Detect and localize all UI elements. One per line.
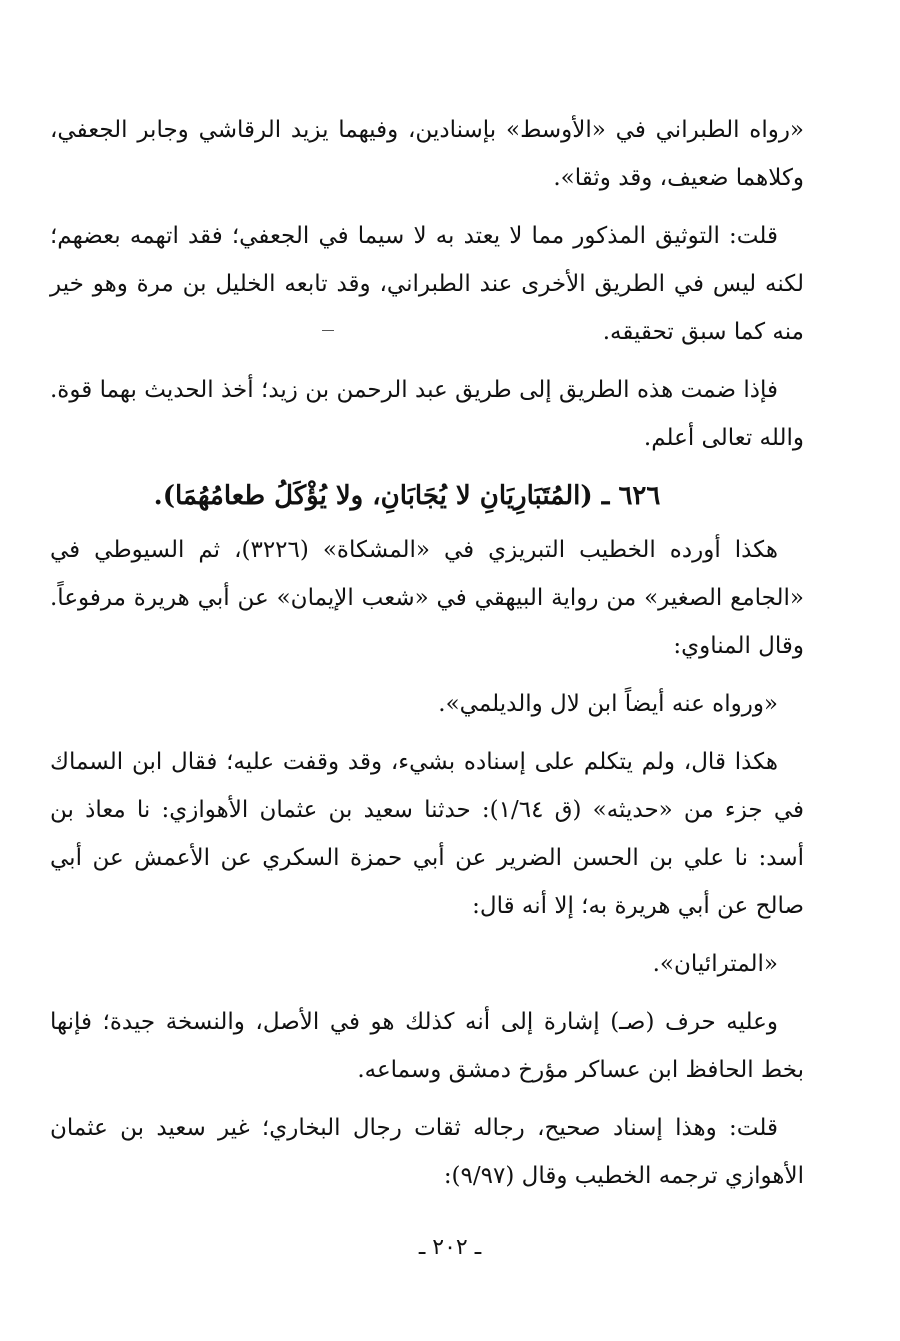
paragraph-conclusion: فإذا ضمت هذه الطريق إلى طريق عبد الرحمن بن زيد؛ أخذ الحديث بهما قوة. والله تعالى أعلم. — [50, 377, 804, 451]
paragraph-grading: قلت: وهذا إسناد صحيح، رجاله ثقات رجال البخاري؛ غير سعيد بن عثمان الأهوازي ترجمه الخطيب وقال (٩/٩٧): — [50, 1115, 804, 1189]
page-body — [50, 106, 804, 1210]
stray-ink-mark — [322, 330, 334, 331]
hadith-heading-626: ٦٢٦ ـ (المُتَبَارِيَانِ لا يُجَابَانِ، ولا يُؤْكَلُ طعامُهُمَا). — [153, 481, 661, 511]
paragraph-sources: هكذا أورده الخطيب التبريزي في «المشكاة» (٣٢٢٦)، ثم السيوطي في «الجامع الصغير» من رواية البيهقي في «شعب الإيمان» عن أبي هريرة مرفوعاً. وقال المناوي: — [50, 537, 804, 659]
paragraph-note-tawthiq: قلت: التوثيق المذكور مما لا يعتد به لا سيما في الجعفي؛ فقد اتهمه بعضهم؛ لكنه ليس في الطريق الأخرى عند الطبراني، وقد تابعه الخليل بن مرة وهو خير منه كما سبق تحقيقه. — [50, 223, 804, 345]
paragraph-isnad: هكذا قال، ولم يتكلم على إسناده بشيء، وقد وقفت عليه؛ فقال ابن السماك في جزء من «حديثه» (ق ١/٦٤): حدثنا سعيد بن عثمان الأهوازي: نا معاذ بن أسد: نا علي بن الحسن الضرير عن أبي حمزة السكري عن الأعمش عن أبي صالح عن أبي هريرة به؛ إلا أنه قال: — [50, 749, 804, 919]
paragraph-manuscript-note: وعليه حرف (صـ) إشارة إلى أنه كذلك هو في الأصل، والنسخة جيدة؛ فإنها بخط الحافظ ابن عساكر مؤرخ دمشق وسماعه. — [50, 1009, 804, 1083]
paragraph-munawi-quote: «ورواه عنه أيضاً ابن لال والديلمي». — [438, 691, 778, 717]
page-number: ـ ٢٠٢ ـ — [418, 1235, 482, 1260]
paragraph-variant-wording: «المترائيان». — [652, 951, 778, 977]
paragraph-tabarani-quote: «رواه الطبراني في «الأوسط» بإسنادين، وفيهما يزيد الرقاشي وجابر الجعفي، وكلاهما ضعيف، وقد وثقا». — [50, 117, 804, 191]
